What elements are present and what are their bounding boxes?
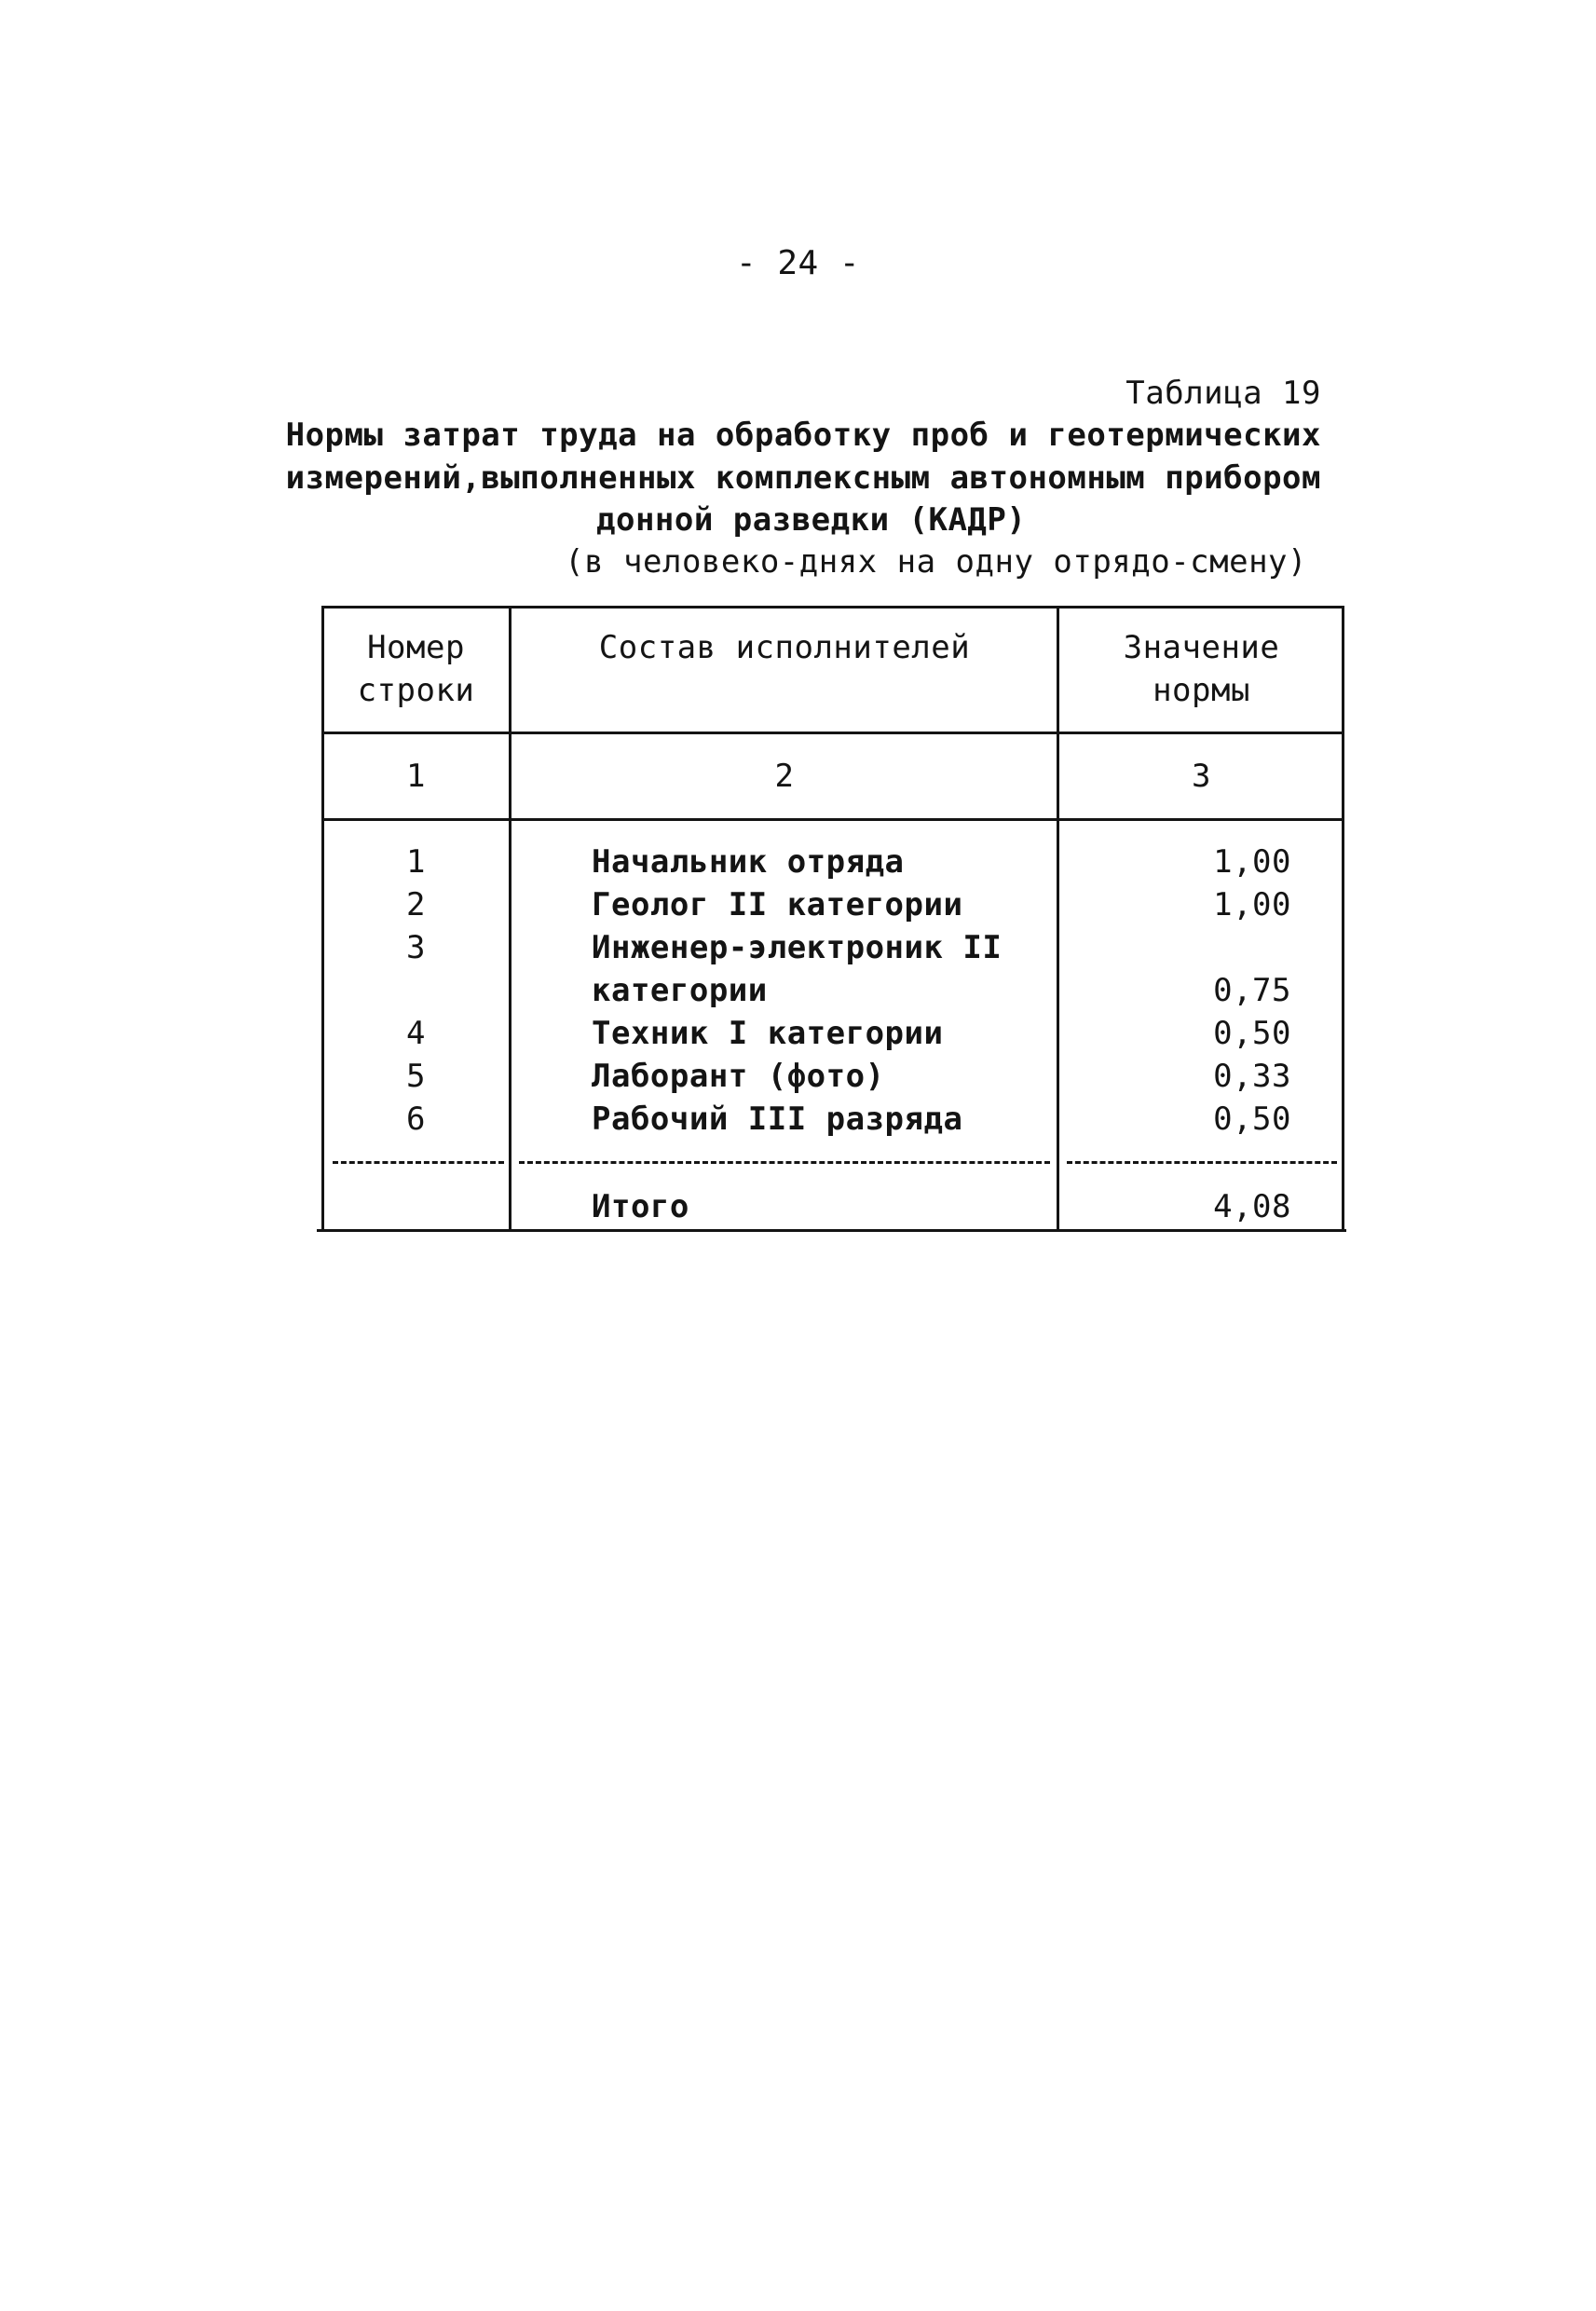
row-3-value: 0,75 — [1213, 972, 1291, 1009]
row-2-number: 2 — [406, 886, 426, 923]
table-bottom-border — [317, 1229, 1346, 1232]
row-3-staff-continued: категории — [592, 972, 768, 1009]
table-caption-line-1: Нормы затрат труда на обработку проб и геотермических — [285, 417, 1321, 454]
row-1-staff: Начальник отряда — [592, 843, 905, 881]
row-1-number: 1 — [406, 843, 426, 881]
column-number-2: 2 — [774, 758, 795, 795]
norms-table — [321, 606, 1344, 1233]
row-6-number: 6 — [406, 1101, 426, 1138]
row-1-value: 1,00 — [1213, 843, 1291, 881]
page-number: - 24 - — [735, 244, 861, 282]
total-divider-col1 — [333, 1161, 504, 1164]
header-row-number-line-2: строки — [357, 672, 475, 709]
row-5-staff: Лаборант (фото) — [592, 1058, 885, 1095]
header-norm-value-line-2: нормы — [1153, 672, 1250, 709]
row-2-value: 1,00 — [1213, 886, 1291, 923]
total-value: 4,08 — [1213, 1188, 1291, 1225]
row-6-value: 0,50 — [1213, 1101, 1291, 1138]
header-row-number-line-1: Номер — [367, 629, 465, 666]
row-6-staff: Рабочий III разряда — [592, 1101, 963, 1138]
table-caption-line-2: измерений,выполненных комплексным автономным прибором — [285, 459, 1321, 497]
row-5-number: 5 — [406, 1058, 426, 1095]
table-caption-line-3: донной разведки (КАДР) — [596, 501, 1027, 539]
row-3-number: 3 — [406, 929, 426, 966]
row-4-staff: Техник I категории — [592, 1015, 944, 1052]
total-divider-col3 — [1067, 1161, 1337, 1164]
header-norm-value-line-1: Значение — [1123, 629, 1280, 666]
header-divider — [321, 732, 1344, 734]
row-3-staff: Инженер-электроник II — [592, 929, 1003, 966]
table-top-border — [321, 606, 1344, 609]
column-number-3: 3 — [1192, 758, 1211, 795]
row-4-number: 4 — [406, 1015, 426, 1052]
row-5-value: 0,33 — [1213, 1058, 1291, 1095]
table-label: Таблица 19 — [1125, 375, 1321, 412]
total-label: Итого — [592, 1188, 689, 1225]
table-units-note: (в человеко-днях на одну отрядо-смену) — [565, 543, 1307, 581]
row-2-staff: Геолог II категории — [592, 886, 963, 923]
row-4-value: 0,50 — [1213, 1015, 1291, 1052]
total-divider-col2 — [519, 1161, 1050, 1164]
column-number-1: 1 — [406, 758, 426, 795]
header-staff: Состав исполнителей — [598, 629, 971, 666]
numbers-divider — [321, 818, 1344, 821]
